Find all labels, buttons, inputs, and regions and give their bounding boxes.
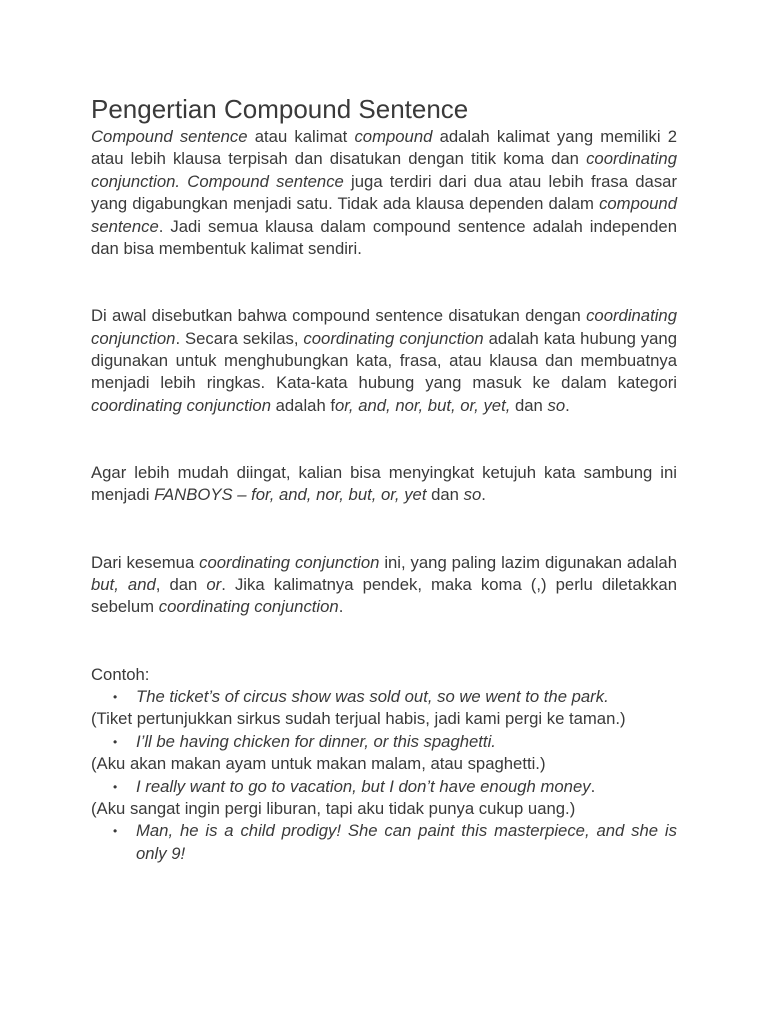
emphasis: so bbox=[547, 395, 566, 415]
emphasis: or bbox=[206, 575, 222, 595]
text-span: Dari kesemua bbox=[91, 552, 200, 572]
bullet-icon: • bbox=[113, 690, 118, 705]
list-item bbox=[91, 820, 677, 865]
text-span: . Secara sekilas, bbox=[175, 328, 304, 348]
text-span: juga terdiri dari dua atau lebih frasa dasar yang digabungkan menjadi satu. Tidak ada klausa dependen dalam bbox=[91, 171, 677, 214]
text-span: dan bbox=[510, 395, 548, 415]
emphasis: but, and bbox=[91, 575, 156, 595]
example-translation: (Aku akan makan ayam untuk makan malam, atau spaghetti.) bbox=[91, 754, 546, 774]
examples-heading: Contoh: bbox=[91, 664, 150, 684]
text-span: . Jika kalimatnya pendek, maka koma (,) perlu diletakkan sebelum bbox=[91, 575, 677, 617]
list-item bbox=[91, 686, 677, 708]
text-span: , dan bbox=[155, 575, 207, 595]
example-sentence: The ticket’s of circus show was sold out, so we went to the park. bbox=[136, 687, 609, 707]
text-span: atau kalimat bbox=[247, 127, 355, 146]
example-translation: (Aku sangat ingin pergi liburan, tapi aku tidak punya cukup uang.) bbox=[91, 799, 576, 819]
text-span: Agar lebih mudah diingat, kalian bisa menyingkat ketujuh kata sambung ini menjadi bbox=[91, 463, 677, 505]
bullet-icon: • bbox=[113, 824, 118, 839]
text-span: ini, yang paling lazim digunakan adalah bbox=[379, 552, 677, 572]
emphasis: compound bbox=[354, 127, 433, 146]
text-span: adalah kata hubung yang digunakan untuk menghubungkan kata, frasa, atau klausa dan membuatnya menjadi lebih ringkas. Kata-kata hubung yang masuk ke dalam kategori bbox=[91, 328, 677, 393]
paragraph-coordinating-conjunction bbox=[91, 305, 677, 417]
text-span: . bbox=[338, 597, 344, 617]
example-list bbox=[91, 776, 677, 798]
text-span: adalah kalimat yang memiliki 2 atau lebih klausa terpisah dan disatukan dengan titik koma dan bbox=[91, 127, 677, 169]
emphasis: coordinating conjunction. Compound sentence bbox=[91, 149, 677, 191]
example-list bbox=[91, 686, 677, 708]
text-span: . bbox=[590, 776, 596, 796]
emphasis: compound sentence bbox=[91, 194, 677, 236]
example-list bbox=[91, 731, 677, 753]
text-span: adalah f bbox=[270, 395, 336, 415]
example-sentence: Man, he is a child prodigy! She can paint this masterpiece, and she is only 9! bbox=[136, 821, 677, 863]
text-span: dan bbox=[426, 485, 464, 505]
emphasis: coordinating conjunction bbox=[91, 395, 271, 415]
paragraph-fanboys bbox=[91, 462, 677, 507]
paragraph-definition bbox=[91, 126, 677, 260]
text-span: . bbox=[481, 485, 486, 505]
emphasis: or, and, nor, but, or, yet, bbox=[335, 395, 511, 415]
document-page bbox=[91, 92, 677, 865]
paragraph-most-common bbox=[91, 552, 677, 619]
bullet-icon: • bbox=[113, 779, 118, 794]
bullet-icon: • bbox=[113, 734, 118, 749]
emphasis: Compound sentence bbox=[91, 127, 248, 146]
emphasis: coordinating conjunction bbox=[303, 328, 484, 348]
example-sentence: I really want to go to vacation, but I don’t have enough money bbox=[136, 776, 591, 796]
emphasis: coordinating conjunction bbox=[199, 552, 380, 572]
text-span: Di awal disebutkan bahwa compound sentence disatukan dengan bbox=[91, 306, 587, 326]
emphasis: so bbox=[463, 485, 482, 505]
emphasis: coordinating conjunction bbox=[158, 597, 339, 617]
list-item bbox=[91, 731, 677, 753]
list-item bbox=[91, 776, 677, 798]
text-span: . Jadi semua klausa dalam compound sentence adalah independen dan bisa membentuk kalimat sendiri. bbox=[91, 216, 677, 259]
page-title: Pengertian Compound Sentence bbox=[91, 94, 469, 124]
example-translation: (Tiket pertunjukkan sirkus sudah terjual habis, jadi kami pergi ke taman.) bbox=[91, 709, 626, 729]
text-span: . bbox=[565, 395, 570, 415]
emphasis: FANBOYS – for, and, nor, but, or, yet bbox=[154, 485, 427, 505]
example-list bbox=[91, 820, 677, 865]
emphasis: coordinating conjunction bbox=[91, 306, 677, 348]
example-sentence: I’ll be having chicken for dinner, or this spaghetti. bbox=[136, 731, 496, 751]
